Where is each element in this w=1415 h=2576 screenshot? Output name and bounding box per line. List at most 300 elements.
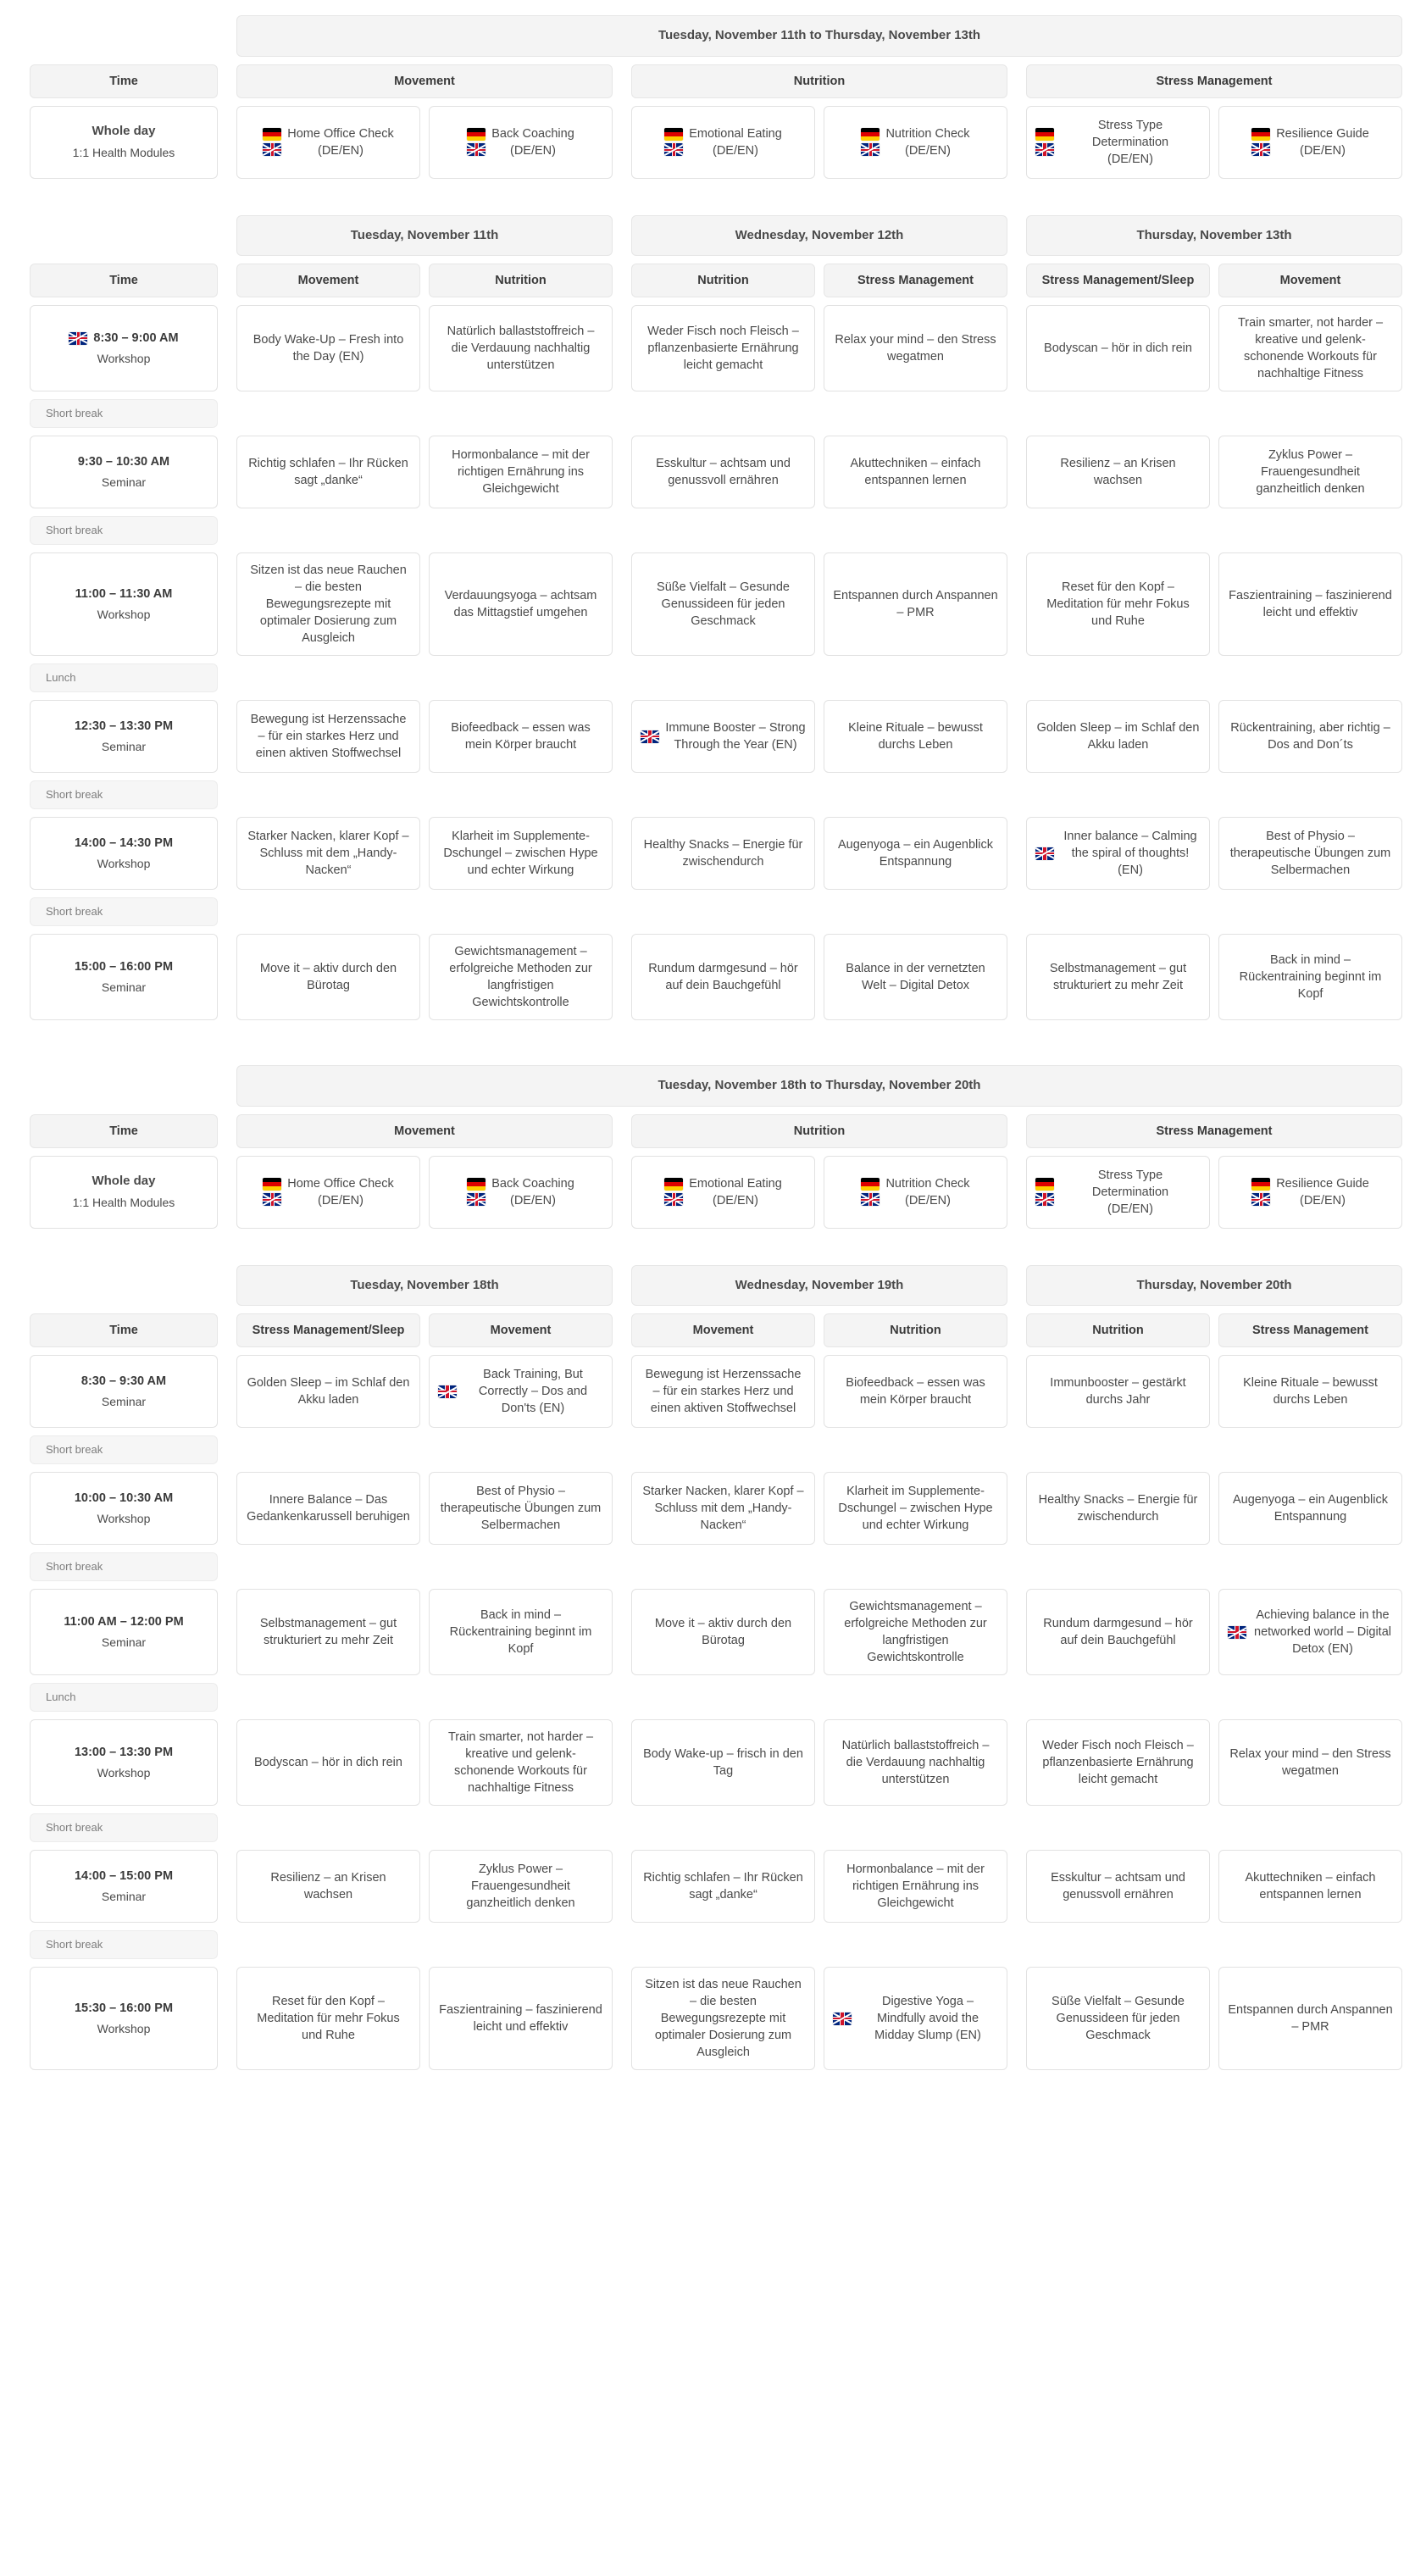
session-cell[interactable]	[1218, 436, 1402, 508]
session-cell[interactable]	[631, 1355, 815, 1428]
module-label: Home Office Check (DE/EN)	[287, 1176, 394, 1208]
day-banner	[1026, 1265, 1402, 1307]
whole-day-time-cell	[30, 1156, 218, 1229]
cell-label: Balance in der vernetzten Welt – Digital Detox	[846, 962, 985, 993]
time-line	[75, 835, 173, 852]
topic-column-header	[824, 264, 1007, 297]
language-flags	[263, 128, 281, 156]
cell-label: Short break	[46, 1560, 103, 1574]
time-range: 15:00 – 16:00 PM	[74, 959, 174, 974]
session-cell[interactable]	[236, 1589, 420, 1675]
session-cell[interactable]	[1218, 552, 1402, 656]
schedule-row	[25, 1589, 1390, 1675]
time-line	[69, 330, 178, 347]
cell-label: Digestive Yoga – Mindfully avoid the Midday Slump (EN)	[874, 1995, 981, 2043]
cell-label: Movement	[692, 1324, 754, 1338]
topic-column-header	[1218, 264, 1402, 297]
break-row-label	[30, 1683, 218, 1712]
time-range: 11:00 – 11:30 AM	[75, 587, 173, 602]
cell-label: Reset für den Kopf – Meditation für mehr Fokus und Ruhe	[1046, 580, 1190, 629]
session-cell[interactable]	[1218, 1719, 1402, 1806]
session-cell[interactable]	[429, 1719, 613, 1806]
cell-label: Movement	[297, 274, 359, 288]
module-content	[664, 1175, 782, 1209]
schedule-row	[25, 106, 1390, 179]
session-cell[interactable]	[1026, 700, 1210, 773]
health-module-cell[interactable]	[236, 1156, 420, 1229]
cell-content	[438, 1366, 603, 1417]
session-time-cell	[30, 1719, 218, 1806]
session-time-cell	[30, 552, 218, 656]
module-content	[1035, 1167, 1201, 1218]
health-module-cell[interactable]	[1218, 106, 1402, 179]
cell-label: Immunbooster – gestärkt durchs Jahr	[1050, 1376, 1186, 1407]
health-module-cell[interactable]	[429, 1156, 613, 1229]
topic-column-header	[429, 264, 613, 297]
health-module-cell[interactable]	[631, 1156, 815, 1229]
time-column-header	[30, 64, 218, 98]
cell-label: Gewichtsmanagement – erfolgreiche Methoden zur langfristigen Gewichtskontrolle	[844, 1600, 987, 1665]
time-range: 15:30 – 16:00 PM	[74, 2001, 174, 2015]
schedule-row	[25, 516, 1390, 545]
schedule-row	[25, 264, 1390, 297]
day-banner	[631, 1265, 1007, 1307]
cell-label: Short break	[46, 407, 103, 420]
session-cell[interactable]	[631, 436, 815, 508]
topic-column-header	[1218, 1313, 1402, 1347]
cell-label: Healthy Snacks – Energie für zwischendurch	[1038, 1493, 1198, 1524]
cell-label: Augenyoga – ein Augenblick Entspannung	[837, 838, 993, 869]
section-gap	[25, 186, 1390, 215]
cell-label: Innere Balance – Das Gedankenkarussell beruhigen	[247, 1493, 410, 1524]
whole-day-title: Whole day	[92, 1173, 156, 1188]
schedule-row	[25, 1435, 1390, 1464]
session-cell[interactable]	[429, 1967, 613, 2070]
session-cell[interactable]	[631, 700, 815, 773]
german-flag-icon	[1251, 128, 1270, 141]
cell-label: Süße Vielfalt – Gesunde Genussideen für jeden Geschmack	[1052, 1995, 1185, 2043]
session-cell[interactable]	[824, 700, 1007, 773]
cell-label: Back Training, But Correctly – Dos and Don'ts (EN)	[478, 1368, 588, 1416]
session-cell[interactable]	[429, 436, 613, 508]
session-cell[interactable]	[631, 1967, 815, 2070]
german-flag-icon	[1035, 128, 1054, 141]
cell-label: Train smarter, not harder – kreative und gelenk-schonende Workouts für nachhaltige Fitness	[447, 1730, 594, 1796]
session-cell[interactable]	[1026, 1719, 1210, 1806]
session-cell[interactable]	[824, 552, 1007, 656]
session-cell[interactable]	[429, 552, 613, 656]
break-row-label	[30, 1552, 218, 1581]
cell-label: Rundum darmgesund – hör auf dein Bauchgefühl	[1043, 1617, 1193, 1648]
time-range: 13:00 – 13:30 PM	[74, 1746, 174, 1760]
session-cell[interactable]	[236, 1850, 420, 1923]
cell-label: Lunch	[46, 671, 76, 685]
schedule-row	[25, 1065, 1390, 1107]
session-cell[interactable]	[631, 1589, 815, 1675]
break-row-label	[30, 516, 218, 545]
cell-label: Nutrition	[793, 74, 846, 88]
schedule-row	[25, 15, 1390, 57]
session-cell[interactable]	[824, 817, 1007, 890]
health-module-cell[interactable]	[631, 106, 815, 179]
session-cell[interactable]	[1026, 305, 1210, 391]
category-header	[236, 1114, 613, 1148]
session-cell[interactable]	[236, 1355, 420, 1428]
language-flags	[467, 128, 486, 156]
whole-day-time-cell	[30, 106, 218, 179]
session-cell[interactable]	[824, 1589, 1007, 1675]
session-cell[interactable]	[631, 1472, 815, 1545]
session-kind: Workshop	[97, 2021, 151, 2035]
module-label: Home Office Check (DE/EN)	[287, 126, 394, 158]
category-header	[631, 64, 1007, 98]
day-banner	[236, 1265, 613, 1307]
session-time-cell	[30, 817, 218, 890]
session-cell[interactable]	[429, 1355, 613, 1428]
cell-label: Nutrition	[1092, 1324, 1144, 1338]
session-cell[interactable]	[236, 436, 420, 508]
cell-label: Kleine Rituale – bewusst durchs Leben	[848, 721, 983, 752]
health-module-cell[interactable]	[1026, 1156, 1210, 1229]
cell-label: Thursday, November 13th	[1136, 227, 1292, 242]
cell-label: Tuesday, November 18th to Thursday, November 20th	[658, 1078, 981, 1093]
cell-label: Healthy Snacks – Energie für zwischendurch	[643, 838, 803, 869]
whole-day-title: Whole day	[92, 123, 156, 138]
session-cell[interactable]	[1218, 1850, 1402, 1923]
session-cell[interactable]	[1218, 934, 1402, 1020]
cell-label: Bewegung ist Herzenssache – für ein starkes Herz und einen aktiven Stoffwechsel	[645, 1368, 802, 1416]
cell-label: Time	[109, 1324, 138, 1338]
session-cell[interactable]	[1218, 1589, 1402, 1675]
session-cell[interactable]	[236, 1967, 420, 2070]
health-module-cell[interactable]	[1218, 1156, 1402, 1229]
cell-label: Stress Management/Sleep	[1041, 274, 1195, 288]
session-cell[interactable]	[429, 305, 613, 391]
language-flags	[861, 128, 880, 156]
german-flag-icon	[1251, 1178, 1270, 1191]
session-cell[interactable]	[631, 305, 815, 391]
schedule-row	[25, 1114, 1390, 1148]
module-label: Resilience Guide (DE/EN)	[1276, 1176, 1369, 1208]
cell-label: Sitzen ist das neue Rauchen – die besten Bewegungsrezepte mit optimaler Dosierung zum Ausgleich	[645, 1978, 802, 2060]
german-flag-icon	[664, 1178, 683, 1191]
session-time-cell	[30, 1967, 218, 2070]
session-cell[interactable]	[631, 1719, 815, 1806]
time-line	[75, 1490, 173, 1507]
time-line	[78, 453, 169, 470]
date-range-banner	[236, 1065, 1402, 1107]
session-cell[interactable]	[236, 552, 420, 656]
session-cell[interactable]	[236, 700, 420, 773]
cell-label: Movement	[394, 74, 455, 88]
uk-flag-icon	[263, 1193, 281, 1206]
cell-label: Selbstmanagement – gut strukturiert zu mehr Zeit	[1049, 962, 1187, 993]
cell-label: Stress Management/Sleep	[252, 1324, 405, 1338]
session-cell[interactable]	[1026, 436, 1210, 508]
day-banner	[1026, 215, 1402, 257]
schedule-row	[25, 897, 1390, 926]
cell-label: Bewegung ist Herzenssache – für ein starkes Herz und einen aktiven Stoffwechsel	[250, 713, 407, 761]
module-label: Emotional Eating (DE/EN)	[689, 1176, 782, 1208]
spacer	[30, 15, 218, 57]
health-module-cell[interactable]	[1026, 106, 1210, 179]
time-range: 14:00 – 14:30 PM	[74, 836, 174, 850]
cell-label: Rückentraining, aber richtig – Dos and Don´ts	[1230, 721, 1390, 752]
session-cell[interactable]	[1026, 552, 1210, 656]
session-cell[interactable]	[824, 1472, 1007, 1545]
uk-flag-icon	[263, 143, 281, 156]
language-flags	[833, 2012, 852, 2025]
session-cell[interactable]	[631, 1850, 815, 1923]
session-kind: Workshop	[97, 608, 151, 622]
date-range-banner	[236, 15, 1402, 57]
schedule-row	[25, 64, 1390, 98]
break-row-label	[30, 663, 218, 692]
language-flags	[69, 332, 87, 345]
schedule-row	[25, 1813, 1390, 1842]
language-flags	[467, 1178, 486, 1206]
session-cell[interactable]	[824, 1719, 1007, 1806]
time-column-header	[30, 264, 218, 297]
language-flags	[1035, 1178, 1054, 1206]
session-cell[interactable]	[824, 1967, 1007, 2070]
session-cell[interactable]	[1218, 1472, 1402, 1545]
session-cell[interactable]	[1218, 1355, 1402, 1428]
session-cell[interactable]	[824, 1850, 1007, 1923]
cell-label: Best of Physio – therapeutische Übungen zum Selbermachen	[440, 1485, 602, 1533]
language-flags	[1035, 128, 1054, 156]
health-module-cell[interactable]	[824, 1156, 1007, 1229]
uk-flag-icon	[467, 143, 486, 156]
cell-content	[833, 1993, 998, 2044]
whole-day-subtitle: 1:1 Health Modules	[72, 146, 175, 160]
cell-label: Wednesday, November 19th	[735, 1277, 904, 1292]
cell-label: Resilienz – an Krisen wachsen	[270, 1871, 386, 1902]
cell-label: Starker Nacken, klarer Kopf – Schluss mit dem „Handy-Nacken“	[642, 1485, 804, 1533]
uk-flag-icon	[1035, 847, 1054, 860]
cell-label: Zyklus Power – Frauengesundheit ganzheitlich denken	[466, 1863, 575, 1911]
session-cell[interactable]	[236, 305, 420, 391]
cell-label: Move it – aktiv durch den Bürotag	[654, 1617, 792, 1648]
session-time-cell	[30, 1850, 218, 1923]
schedule-block	[25, 1065, 1393, 2107]
cell-label: Klarheit im Supplemente-Dschungel – zwischen Hype und echter Wirkung	[838, 1485, 993, 1533]
session-cell[interactable]	[429, 1472, 613, 1545]
session-cell[interactable]	[236, 1472, 420, 1545]
uk-flag-icon	[69, 332, 87, 345]
category-header	[631, 1114, 1007, 1148]
cell-label: Rundum darmgesund – hör auf dein Bauchgefühl	[648, 962, 798, 993]
module-content	[664, 125, 782, 159]
cell-label: Resilienz – an Krisen wachsen	[1060, 457, 1176, 488]
session-cell[interactable]	[824, 934, 1007, 1020]
session-cell[interactable]	[631, 934, 815, 1020]
module-content	[263, 125, 393, 159]
schedule-row	[25, 780, 1390, 809]
session-cell[interactable]	[236, 817, 420, 890]
cell-label: Akuttechniken – einfach entspannen lernen	[1245, 1871, 1376, 1902]
german-flag-icon	[1035, 1178, 1054, 1191]
cell-content	[1228, 1607, 1393, 1657]
language-flags	[641, 730, 659, 743]
schedule-row	[25, 215, 1390, 257]
session-cell[interactable]	[429, 817, 613, 890]
session-time-cell	[30, 1472, 218, 1545]
time-line	[75, 1744, 173, 1761]
cell-label: Relax your mind – den Stress wegatmen	[1229, 1747, 1391, 1779]
cell-label: Nutrition	[697, 274, 749, 288]
cell-label: Weder Fisch noch Fleisch – pflanzenbasierte Ernährung leicht gemacht	[647, 325, 799, 373]
session-kind: Seminar	[101, 980, 147, 994]
session-kind: Seminar	[101, 1890, 147, 1904]
cell-label: Thursday, November 20th	[1136, 1277, 1292, 1292]
session-cell[interactable]	[429, 700, 613, 773]
cell-label: Tuesday, November 18th	[350, 1277, 499, 1292]
cell-label: Stress Management	[857, 274, 974, 288]
health-module-cell[interactable]	[429, 106, 613, 179]
schedule-row	[25, 1265, 1390, 1307]
cell-label: Time	[109, 1124, 138, 1138]
language-flags	[1035, 847, 1054, 860]
cell-label: Bodyscan – hör in dich rein	[1044, 341, 1192, 356]
time-line	[75, 1868, 173, 1885]
cell-label: Richtig schlafen – Ihr Rücken sagt „danke“	[248, 457, 408, 488]
session-cell[interactable]	[429, 934, 613, 1020]
session-cell[interactable]	[1026, 1355, 1210, 1428]
break-row-label	[30, 897, 218, 926]
session-cell[interactable]	[631, 552, 815, 656]
cell-label: Body Wake-up – frisch in den Tag	[643, 1747, 803, 1779]
cell-label: Starker Nacken, klarer Kopf – Schluss mit dem „Handy-Nacken“	[247, 830, 409, 878]
cell-label: Reset für den Kopf – Meditation für mehr Fokus und Ruhe	[257, 1995, 400, 2043]
uk-flag-icon	[1251, 1193, 1270, 1206]
session-cell[interactable]	[1026, 1472, 1210, 1545]
cell-label: Golden Sleep – im Schlaf den Akku laden	[247, 1376, 410, 1407]
time-line	[75, 2000, 173, 2017]
uk-flag-icon	[1228, 1626, 1246, 1639]
german-flag-icon	[263, 128, 281, 141]
cell-label: Natürlich ballaststoffreich – die Verdauung nachhaltig unterstützen	[447, 325, 595, 373]
schedule-row	[25, 552, 1390, 656]
cell-label: Nutrition	[793, 1124, 846, 1138]
cell-label: Short break	[46, 1938, 103, 1951]
cell-label: Verdauungsyoga – achtsam das Mittagstief umgehen	[444, 589, 597, 620]
session-kind: Workshop	[97, 856, 151, 870]
module-content	[1251, 1175, 1369, 1209]
time-range: 8:30 – 9:30 AM	[80, 1374, 167, 1389]
session-cell[interactable]	[1026, 1850, 1210, 1923]
time-range: 14:00 – 15:00 PM	[74, 1869, 174, 1884]
cell-label: Weder Fisch noch Fleisch – pflanzenbasierte Ernährung leicht gemacht	[1042, 1739, 1194, 1787]
language-flags	[1251, 128, 1270, 156]
topic-column-header	[631, 1313, 815, 1347]
category-header	[1026, 64, 1402, 98]
uk-flag-icon	[861, 1193, 880, 1206]
session-cell[interactable]	[1026, 1967, 1210, 2070]
module-label: Stress Type Determination (DE/EN)	[1091, 1168, 1169, 1216]
cell-label: Entspannen durch Anspannen – PMR	[833, 589, 998, 620]
spacer	[30, 1065, 218, 1107]
schedule-row	[25, 1967, 1393, 2070]
uk-flag-icon	[664, 143, 683, 156]
schedule-row	[25, 436, 1390, 508]
cell-label: Short break	[46, 1821, 103, 1835]
session-cell[interactable]	[236, 1719, 420, 1806]
health-module-cell[interactable]	[236, 106, 420, 179]
language-flags	[438, 1385, 457, 1398]
session-cell[interactable]	[1026, 817, 1210, 890]
cell-label: Short break	[46, 905, 103, 919]
session-time-cell	[30, 1355, 218, 1428]
cell-label: Train smarter, not harder – kreative und gelenk-schonende Workouts für nachhaltige Fitness	[1237, 316, 1384, 381]
cell-label: Short break	[46, 524, 103, 537]
health-module-cell[interactable]	[824, 106, 1007, 179]
cell-label: Bodyscan – hör in dich rein	[254, 1756, 402, 1770]
cell-label: Golden Sleep – im Schlaf den Akku laden	[1036, 721, 1200, 752]
cell-content	[641, 719, 806, 753]
uk-flag-icon	[467, 1193, 486, 1206]
session-cell[interactable]	[824, 305, 1007, 391]
spacer	[30, 215, 218, 257]
topic-column-header	[824, 1313, 1007, 1347]
spacer	[30, 1265, 218, 1307]
cell-label: Time	[109, 274, 138, 288]
cell-label: Back in mind – Rückentraining beginnt im Kopf	[449, 1608, 592, 1657]
cell-label: Stress Management	[1156, 74, 1273, 88]
session-cell[interactable]	[1218, 1967, 1402, 2070]
session-cell[interactable]	[429, 1589, 613, 1675]
time-column-header	[30, 1114, 218, 1148]
topic-column-header	[631, 264, 815, 297]
cell-label: Entspannen durch Anspannen – PMR	[1228, 2003, 1393, 2035]
session-cell[interactable]	[1218, 305, 1402, 391]
session-cell[interactable]	[824, 436, 1007, 508]
session-cell[interactable]	[236, 934, 420, 1020]
time-range: 10:00 – 10:30 AM	[74, 1491, 174, 1506]
time-range: 9:30 – 10:30 AM	[77, 455, 170, 469]
cell-label: Movement	[1279, 274, 1341, 288]
language-flags	[664, 128, 683, 156]
cell-content	[1035, 828, 1201, 879]
cell-label: Nutrition	[890, 1324, 941, 1338]
schedule-root	[25, 15, 1393, 2107]
session-cell[interactable]	[631, 817, 815, 890]
cell-label: Back in mind – Rückentraining beginnt im Kopf	[1239, 953, 1382, 1002]
session-cell[interactable]	[824, 1355, 1007, 1428]
schedule-row	[25, 1355, 1390, 1428]
session-cell[interactable]	[1026, 934, 1210, 1020]
schedule-row	[25, 817, 1390, 890]
session-cell[interactable]	[1218, 700, 1402, 773]
module-label: Resilience Guide (DE/EN)	[1276, 126, 1369, 158]
schedule-row	[25, 1313, 1390, 1347]
module-content	[1035, 117, 1201, 168]
time-range: 8:30 – 9:00 AM	[93, 331, 179, 346]
session-kind: Workshop	[97, 352, 151, 366]
topic-column-header	[236, 264, 420, 297]
session-cell[interactable]	[429, 1850, 613, 1923]
session-cell[interactable]	[1026, 1589, 1210, 1675]
time-line	[81, 1373, 166, 1390]
time-line	[75, 586, 173, 602]
cell-label: Body Wake-Up – Fresh into the Day (EN)	[252, 333, 404, 364]
uk-flag-icon	[1035, 1193, 1054, 1206]
module-label: Emotional Eating (DE/EN)	[689, 126, 782, 158]
session-cell[interactable]	[1218, 817, 1402, 890]
cell-label: Tuesday, November 11th to Thursday, November 13th	[658, 28, 981, 42]
time-column-header	[30, 1313, 218, 1347]
schedule-row	[25, 1552, 1390, 1581]
